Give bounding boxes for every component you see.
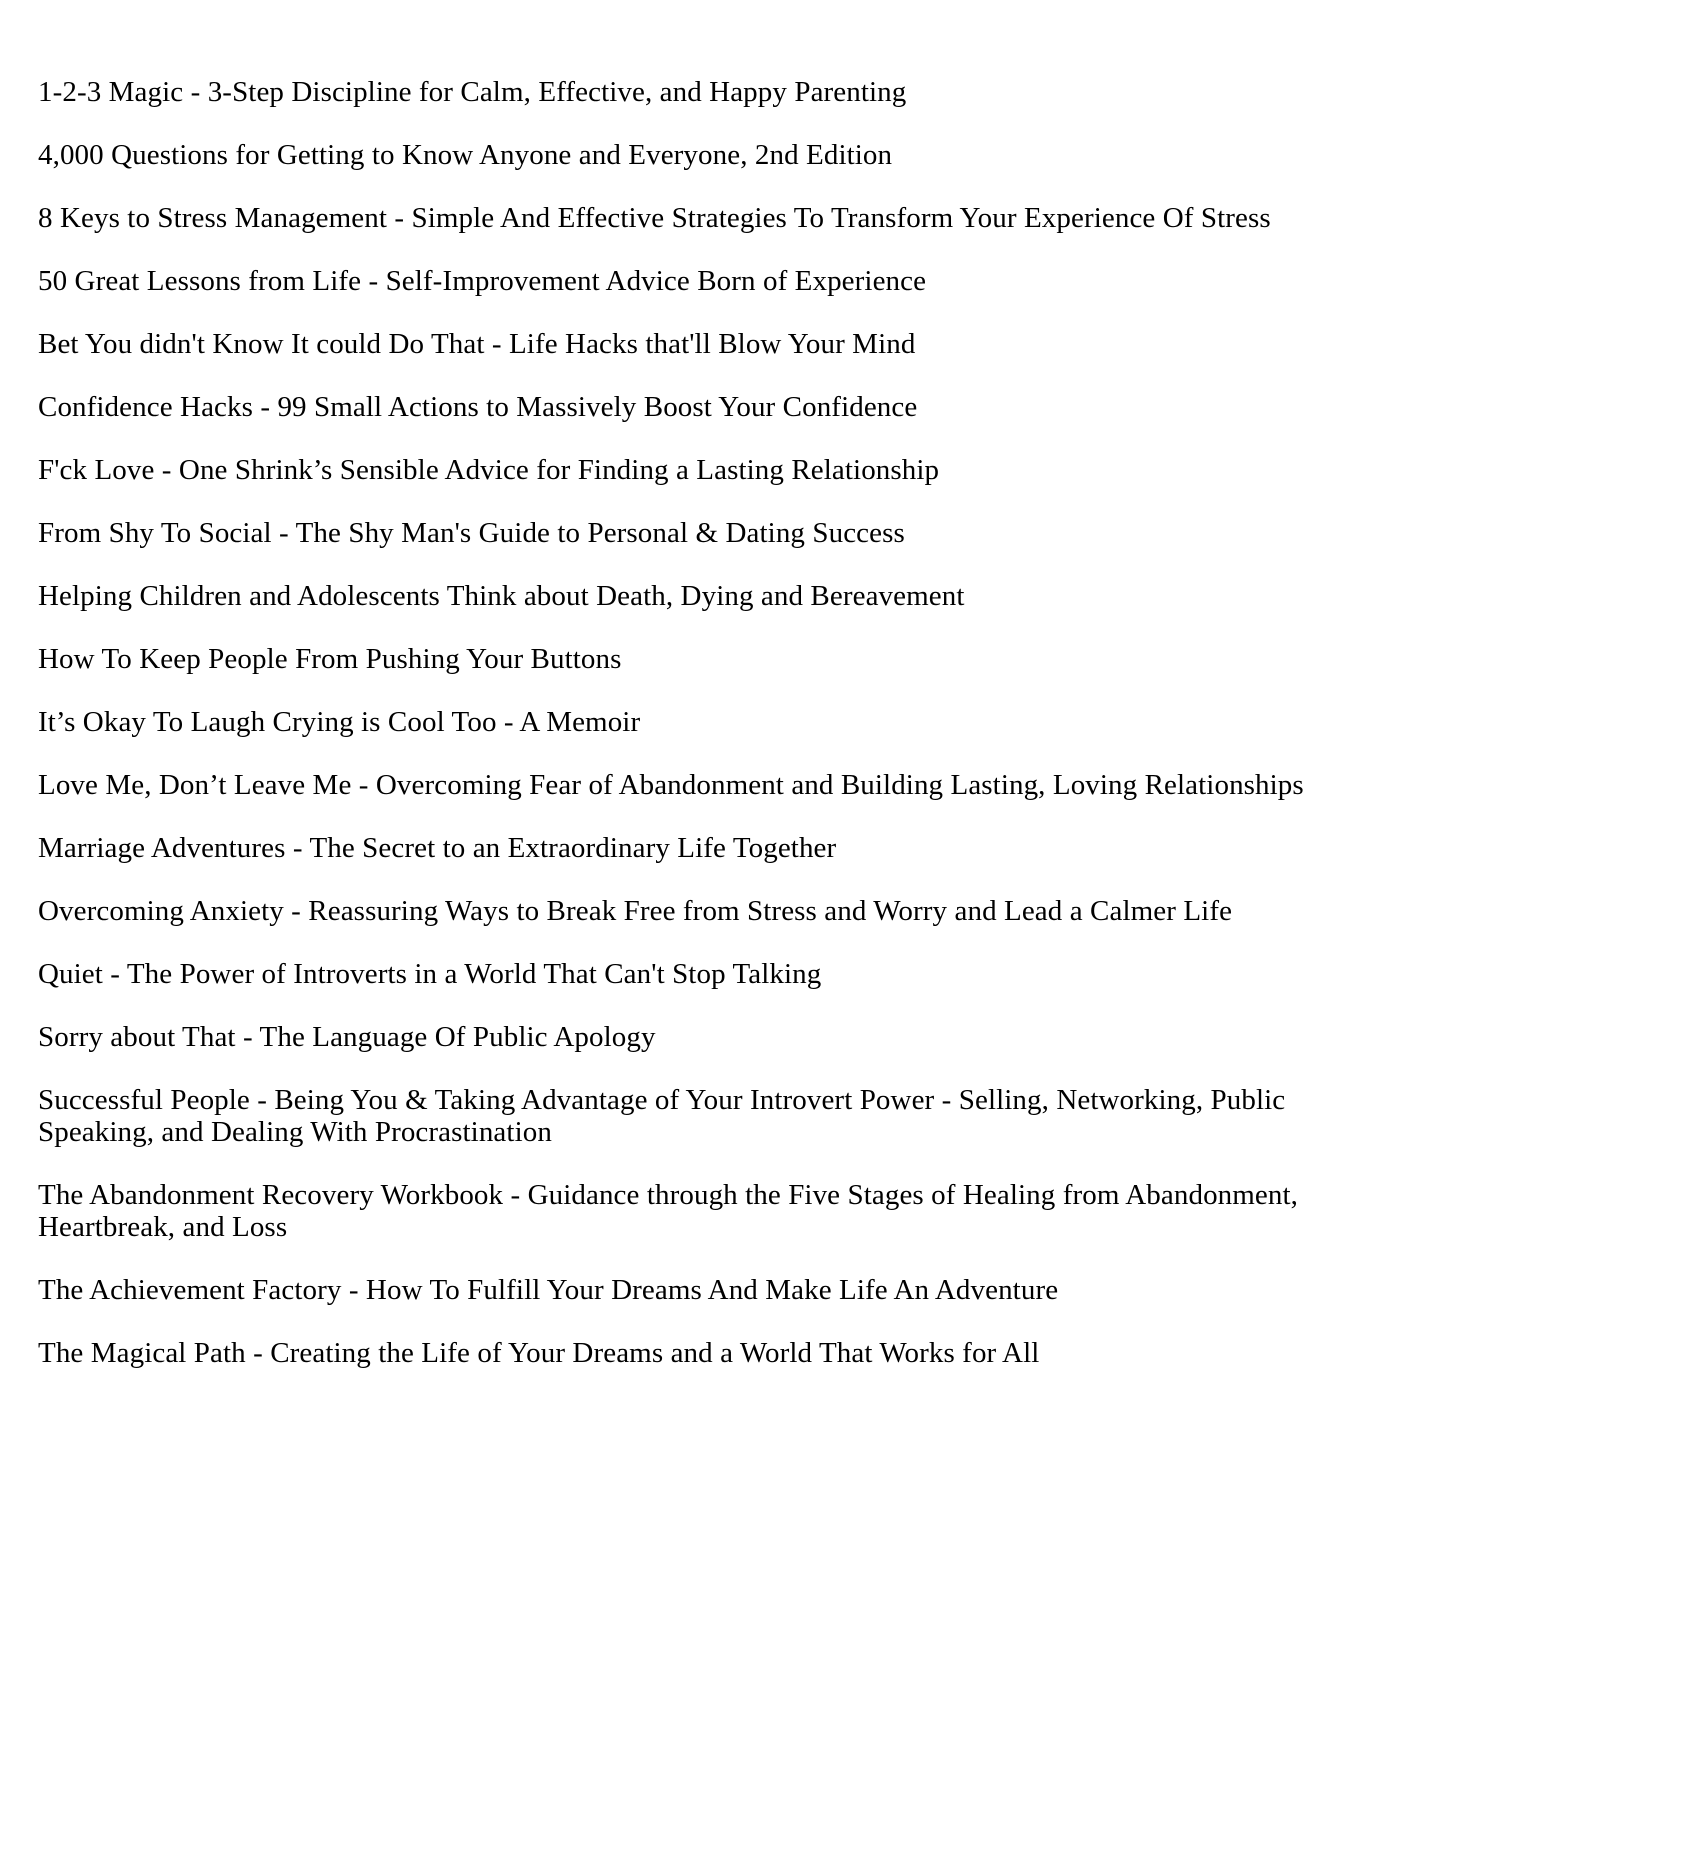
book-title: 50 Great Lessons from Life - Self-Improvement Advice Born of Experience [38,265,927,297]
book-title: The Abandonment Recovery Workbook - Guidance through the Five Stages of Healing from Abandonment, Heartbreak, and Loss [38,1179,1298,1243]
book-title: Successful People - Being You & Taking Advantage of Your Introvert Power - Selling, Networking, Public Speaking, and Dealing With Procrastination [38,1084,1286,1148]
book-title: 4,000 Questions for Getting to Know Anyone and Everyone, 2nd Edition [38,139,893,171]
book-title: The Magical Path - Creating the Life of Your Dreams and a World That Works for All [38,1337,1040,1369]
book-title: 1-2-3 Magic - 3-Step Discipline for Calm, Effective, and Happy Parenting [38,76,907,108]
book-title: Love Me, Don’t Leave Me - Overcoming Fear of Abandonment and Building Lasting, Loving Relationships [38,769,1304,801]
book-title: The Achievement Factory - How To Fulfill Your Dreams And Make Life An Adventure [38,1274,1059,1306]
book-title: Marriage Adventures - The Secret to an Extraordinary Life Together [38,832,837,864]
book-title: Sorry about That - The Language Of Public Apology [38,1021,656,1053]
book-title: F'ck Love - One Shrink’s Sensible Advice for Finding a Lasting Relationship [38,454,940,486]
book-title: Helping Children and Adolescents Think about Death, Dying and Bereavement [38,580,965,612]
book-title: Quiet - The Power of Introverts in a World That Can't Stop Talking [38,958,822,990]
book-title: 8 Keys to Stress Management - Simple And Effective Strategies To Transform Your Experience Of Stress [38,202,1271,234]
book-title: It’s Okay To Laugh Crying is Cool Too - A Memoir [38,706,641,738]
book-title: From Shy To Social - The Shy Man's Guide to Personal & Dating Success [38,517,905,549]
book-title: Bet You didn't Know It could Do That - Life Hacks that'll Blow Your Mind [38,328,916,360]
book-title: Overcoming Anxiety - Reassuring Ways to Break Free from Stress and Worry and Lead a Calmer Life [38,895,1233,927]
book-title: Confidence Hacks - 99 Small Actions to Massively Boost Your Confidence [38,391,918,423]
book-title: How To Keep People From Pushing Your Buttons [38,643,622,675]
